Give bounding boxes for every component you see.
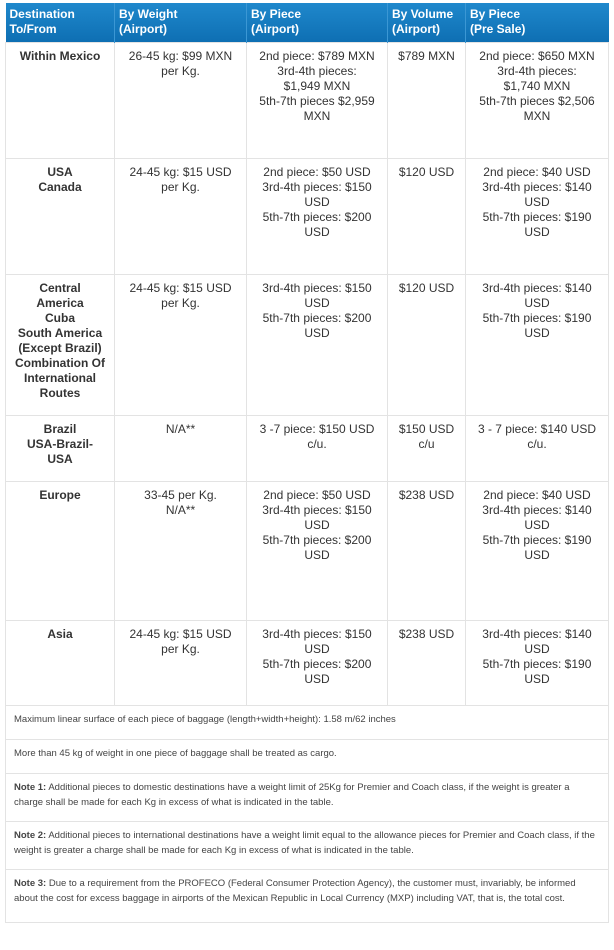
cell-text: USA	[47, 452, 73, 466]
by-piece-airport-cell	[247, 275, 388, 416]
header-line: To/From	[9, 22, 57, 36]
destination-cell	[6, 159, 115, 275]
by-piece-airport-cell	[247, 482, 388, 621]
cell-text: 3 -7 piece: $150 USD	[259, 422, 375, 436]
cell-text: 3rd-4th pieces: $140	[482, 627, 592, 641]
by-piece-presale-cell	[466, 482, 609, 621]
by-weight-cell	[115, 43, 247, 159]
cell-text: 5th-7th pieces: $200	[262, 657, 372, 671]
cell-text: 2nd piece: $50 USD	[263, 488, 371, 502]
cell-text: Central	[39, 281, 81, 295]
note-text: Maximum linear surface of each piece of baggage (length+width+height): 1.58 m/62 inches	[14, 714, 396, 725]
cell-text: c/u.	[527, 437, 547, 451]
cell-text: 3rd-4th pieces: $150	[262, 180, 372, 194]
cell-text: $120 USD	[398, 165, 455, 179]
note-cell	[6, 822, 609, 870]
cell-text: USD	[304, 642, 330, 656]
baggage-fees-container	[5, 3, 608, 923]
cell-text: Within Mexico	[19, 49, 101, 63]
cell-text: Europe	[39, 488, 81, 502]
header-destination	[6, 3, 115, 43]
cell-text: 5th-7th pieces: $190	[482, 311, 592, 325]
cell-text: International	[23, 371, 96, 385]
cell-text: 3rd-4th pieces: $150	[262, 281, 372, 295]
header-by-piece-presale	[466, 3, 609, 43]
note-row	[6, 822, 609, 870]
cell-text: South America	[17, 326, 103, 340]
note-text: More than 45 kg of weight in one piece of baggage shall be treated as cargo.	[14, 748, 337, 759]
cell-text: 5th-7th pieces: $200	[262, 311, 372, 325]
note-label: Note 2:	[14, 830, 47, 841]
header-line: Destination	[9, 7, 75, 21]
cell-text: 33-45 per Kg.	[144, 488, 217, 502]
header-line: (Airport)	[251, 22, 299, 36]
table-row	[6, 275, 609, 416]
cell-text: 24-45 kg: $15 USD	[129, 627, 232, 641]
table-row	[6, 159, 609, 275]
destination-cell	[6, 43, 115, 159]
cell-text: USD	[304, 225, 330, 239]
cell-text: Brazil	[43, 422, 77, 436]
cell-text: 3rd-4th pieces:	[277, 64, 357, 78]
cell-text: USD	[524, 548, 550, 562]
cell-text: USD	[524, 225, 550, 239]
by-piece-airport-cell	[247, 416, 388, 482]
cell-text: 5th-7th pieces: $200	[262, 210, 372, 224]
by-volume-cell	[388, 159, 466, 275]
header-by-piece-airport	[247, 3, 388, 43]
cell-text: USD	[524, 642, 550, 656]
table-row	[6, 43, 609, 159]
note-text: Additional pieces to domestic destinations have a weight limit of 25Kg for Premier and Coach class, if the weight is greater a charge shall be made for each Kg in excess of what is indicated in the table.	[14, 782, 570, 808]
note-row	[6, 870, 609, 923]
cell-text: USD	[524, 296, 550, 310]
note-label: Note 1:	[14, 782, 47, 793]
cell-text: (Except Brazil)	[18, 341, 102, 355]
cell-text: 2nd piece: $50 USD	[263, 165, 371, 179]
cell-text: 26-45 kg: $99 MXN	[128, 49, 233, 63]
cell-text: USD	[304, 296, 330, 310]
cell-text: MXN	[523, 109, 551, 123]
cell-text: 5th-7th pieces $2,959	[259, 94, 375, 108]
cell-text: 24-45 kg: $15 USD	[129, 281, 232, 295]
cell-text: 5th-7th pieces $2,506	[479, 94, 595, 108]
by-weight-cell	[115, 275, 247, 416]
cell-text: USD	[304, 195, 330, 209]
cell-text: c/u	[418, 437, 435, 451]
excess-baggage-table	[5, 3, 609, 923]
by-piece-presale-cell	[466, 621, 609, 706]
note-row	[6, 774, 609, 822]
by-weight-cell	[115, 416, 247, 482]
cell-text: 3rd-4th pieces: $150	[262, 627, 372, 641]
by-weight-cell	[115, 482, 247, 621]
by-weight-cell	[115, 159, 247, 275]
by-volume-cell	[388, 621, 466, 706]
destination-cell	[6, 275, 115, 416]
by-volume-cell	[388, 43, 466, 159]
cell-text: Canada	[38, 180, 82, 194]
note-cell	[6, 870, 609, 923]
header-line: By Volume	[392, 7, 454, 21]
destination-cell	[6, 482, 115, 621]
cell-text: $1,949 MXN	[283, 79, 351, 93]
header-line: By Piece	[470, 7, 521, 21]
by-piece-presale-cell	[466, 43, 609, 159]
cell-text: 3rd-4th pieces: $140	[482, 503, 592, 517]
by-piece-presale-cell	[466, 416, 609, 482]
cell-text: 24-45 kg: $15 USD	[129, 165, 232, 179]
table-row	[6, 621, 609, 706]
by-piece-airport-cell	[247, 621, 388, 706]
by-volume-cell	[388, 482, 466, 621]
cell-text: 5th-7th pieces: $190	[482, 657, 592, 671]
cell-text: USD	[304, 548, 330, 562]
cell-text: USA-Brazil-	[26, 437, 93, 451]
header-by-volume-airport	[388, 3, 466, 43]
cell-text: Asia	[47, 627, 73, 641]
cell-text: 2nd piece: $650 MXN	[479, 49, 595, 63]
cell-text: $789 MXN	[398, 49, 455, 63]
by-weight-cell	[115, 621, 247, 706]
note-text: Due to a requirement from the PROFECO (Federal Consumer Protection Agency), the customer must, invariably, be informed about the cost for excess baggage in airports of the Mexican Republic in Local Currency (MXP) including VAT, that is, the total cost.	[14, 878, 576, 904]
cell-text: $120 USD	[398, 281, 455, 295]
note-cell	[6, 774, 609, 822]
header-by-weight-airport	[115, 3, 247, 43]
cell-text: USD	[304, 518, 330, 532]
cell-text: Combination Of	[15, 356, 105, 370]
cell-text: 2nd piece: $40 USD	[483, 488, 591, 502]
cell-text: 2nd piece: $40 USD	[483, 165, 591, 179]
cell-text: Routes	[39, 386, 81, 400]
header-line: By Piece	[251, 7, 302, 21]
cell-text: N/A**	[165, 503, 196, 517]
cell-text: USA	[47, 165, 73, 179]
note-row	[6, 740, 609, 774]
cell-text: 5th-7th pieces: $190	[482, 533, 592, 547]
cell-text: per Kg.	[161, 180, 200, 194]
table-row	[6, 482, 609, 621]
table-row	[6, 416, 609, 482]
cell-text: $1,740 MXN	[503, 79, 571, 93]
cell-text: per Kg.	[161, 296, 200, 310]
cell-text: USD	[524, 672, 550, 686]
cell-text: 2nd piece: $789 MXN	[259, 49, 375, 63]
cell-text: c/u.	[307, 437, 327, 451]
cell-text: 3rd-4th pieces: $140	[482, 180, 592, 194]
table-header-row	[6, 3, 609, 43]
destination-cell	[6, 621, 115, 706]
note-cell	[6, 706, 609, 740]
header-line: (Pre Sale)	[470, 22, 526, 36]
cell-text: 5th-7th pieces: $200	[262, 533, 372, 547]
cell-text: per Kg.	[161, 642, 200, 656]
by-piece-presale-cell	[466, 159, 609, 275]
cell-text: 3rd-4th pieces: $140	[482, 281, 592, 295]
cell-text: $238 USD	[398, 627, 455, 641]
cell-text: 3rd-4th pieces: $150	[262, 503, 372, 517]
header-line: By Weight	[119, 7, 178, 21]
cell-text: MXN	[303, 109, 331, 123]
cell-text: $238 USD	[398, 488, 455, 502]
by-piece-airport-cell	[247, 159, 388, 275]
cell-text: 5th-7th pieces: $190	[482, 210, 592, 224]
cell-text: 3rd-4th pieces:	[497, 64, 577, 78]
cell-text: USD	[304, 326, 330, 340]
cell-text: America	[36, 296, 84, 310]
note-cell	[6, 740, 609, 774]
by-piece-presale-cell	[466, 275, 609, 416]
cell-text: N/A**	[165, 422, 196, 436]
cell-text: Cuba	[45, 311, 75, 325]
note-label: Note 3:	[14, 878, 47, 889]
header-line: (Airport)	[119, 22, 167, 36]
header-line: (Airport)	[392, 22, 440, 36]
by-volume-cell	[388, 416, 466, 482]
cell-text: 3 - 7 piece: $140 USD	[477, 422, 597, 436]
cell-text: USD	[304, 672, 330, 686]
cell-text: per Kg.	[161, 64, 200, 78]
cell-text: USD	[524, 326, 550, 340]
by-piece-airport-cell	[247, 43, 388, 159]
note-row	[6, 706, 609, 740]
destination-cell	[6, 416, 115, 482]
cell-text: USD	[524, 518, 550, 532]
by-volume-cell	[388, 275, 466, 416]
note-text: Additional pieces to international destinations have a weight limit equal to the allowance pieces for Premier and Coach class, if the weight is greater a charge shall be made for each Kg in excess of what is indicated in the table.	[14, 830, 595, 856]
cell-text: USD	[524, 195, 550, 209]
cell-text: $150 USD	[398, 422, 455, 436]
